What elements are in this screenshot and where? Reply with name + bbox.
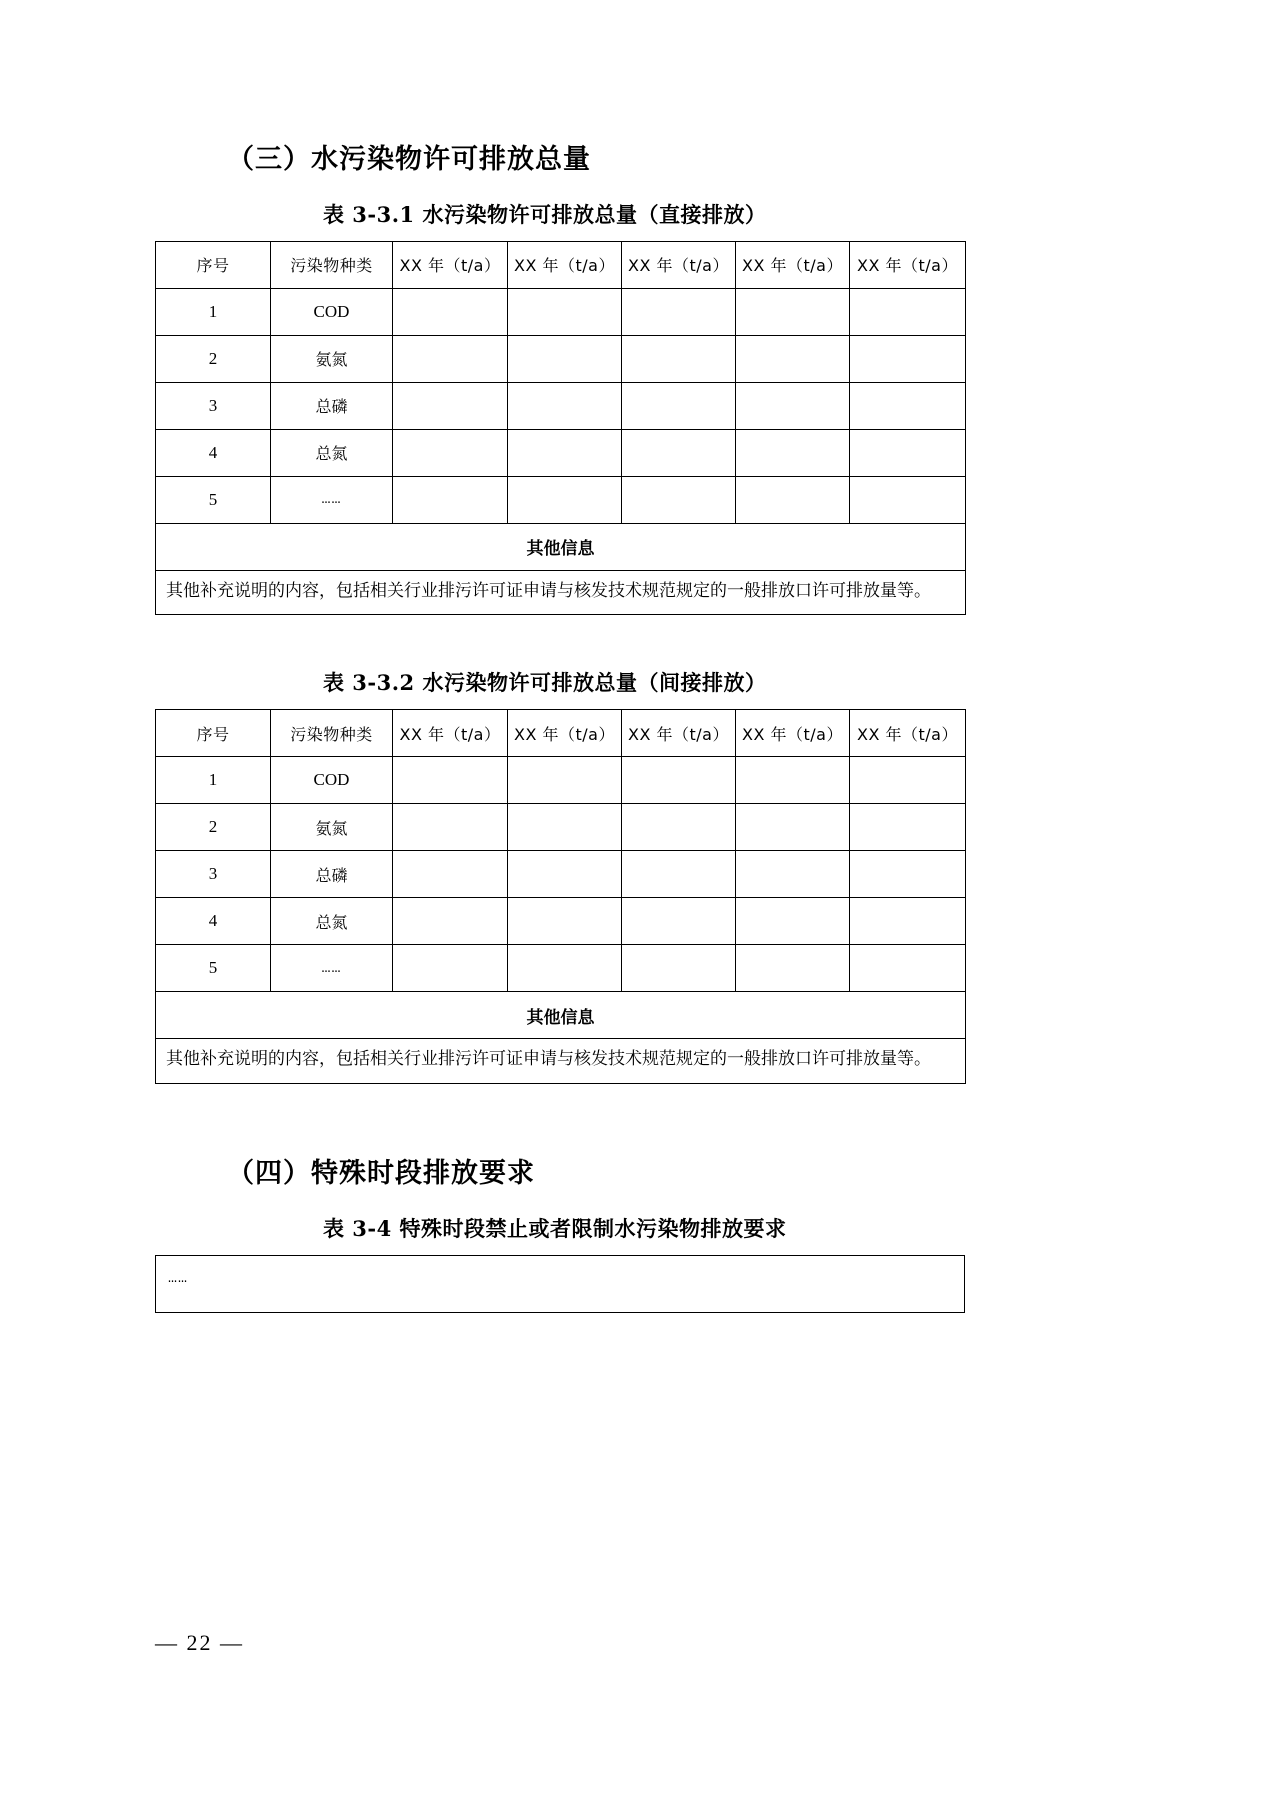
row-pollutant: 总氮 [271,898,393,945]
table-row [156,757,966,804]
row-value-4[interactable] [736,757,850,804]
col-header-year-5: XX 年（t/a） [850,710,966,757]
table-3-3-2 [155,709,966,1084]
row-value-1[interactable] [393,851,508,898]
row-value-1[interactable] [393,757,508,804]
col-header-year-1: XX 年（t/a） [393,241,508,288]
table-row [156,476,966,523]
other-info-header-row [156,992,966,1039]
row-value-3[interactable] [622,898,736,945]
row-value-5[interactable] [850,429,966,476]
row-value-3[interactable] [622,288,736,335]
row-pollutant: 总磷 [271,851,393,898]
row-value-4[interactable] [736,945,850,992]
table-row [156,335,966,382]
row-pollutant: …… [271,476,393,523]
other-info-body-row [156,570,966,615]
table-row [156,429,966,476]
row-pollutant: 氨氮 [271,804,393,851]
row-value-2[interactable] [508,382,622,429]
other-info-label: 其他信息 [156,523,966,570]
col-header-no: 序号 [156,710,271,757]
row-no: 2 [156,335,271,382]
section-heading-special-period: （四）特殊时段排放要求 [227,1158,535,1189]
row-no: 5 [156,476,271,523]
row-value-2[interactable] [508,945,622,992]
col-header-year-4: XX 年（t/a） [736,241,850,288]
row-value-5[interactable] [850,757,966,804]
row-pollutant: 总磷 [271,382,393,429]
table-row [156,898,966,945]
row-value-4[interactable] [736,429,850,476]
table-row [156,804,966,851]
row-value-4[interactable] [736,851,850,898]
row-value-5[interactable] [850,335,966,382]
row-value-3[interactable] [622,945,736,992]
row-pollutant: …… [271,945,393,992]
row-value-4[interactable] [736,476,850,523]
col-header-year-2: XX 年（t/a） [508,241,622,288]
row-no: 5 [156,945,271,992]
row-value-1[interactable] [393,804,508,851]
row-value-3[interactable] [622,335,736,382]
section-heading-water-total-allowance: （三）水污染物许可排放总量 [227,144,591,175]
row-value-1[interactable] [393,335,508,382]
row-value-1[interactable] [393,945,508,992]
table-3-3-1 [155,241,966,616]
row-value-3[interactable] [622,382,736,429]
row-no: 1 [156,757,271,804]
row-value-2[interactable] [508,476,622,523]
row-value-2[interactable] [508,429,622,476]
row-value-2[interactable] [508,851,622,898]
row-no: 3 [156,851,271,898]
row-value-5[interactable] [850,382,966,429]
row-value-4[interactable] [736,288,850,335]
col-header-year-2: XX 年（t/a） [508,710,622,757]
table-row [156,382,966,429]
col-header-year-3: XX 年（t/a） [622,710,736,757]
row-value-5[interactable] [850,945,966,992]
row-value-4[interactable] [736,335,850,382]
other-info-text: 其他补充说明的内容，包括相关行业排污许可证申请与核发技术规范规定的一般排放口许可排放量等。 [156,570,966,615]
col-header-year-4: XX 年（t/a） [736,710,850,757]
other-info-body-row [156,1039,966,1084]
row-value-5[interactable] [850,288,966,335]
page-number: — 22 — [155,1630,244,1655]
row-value-1[interactable] [393,429,508,476]
row-value-4[interactable] [736,804,850,851]
row-no: 3 [156,382,271,429]
table-caption-3-4: 表 3-4 特殊时段禁止或者限制水污染物排放要求 [323,1215,787,1241]
row-value-5[interactable] [850,851,966,898]
row-value-3[interactable] [622,476,736,523]
table-row [156,288,966,335]
row-value-1[interactable] [393,382,508,429]
table-caption-3-3-1: 表 3-3.1 水污染物许可排放总量（直接排放） [323,201,767,227]
row-pollutant: 总氮 [271,429,393,476]
row-value-5[interactable] [850,804,966,851]
row-no: 4 [156,898,271,945]
col-header-year-5: XX 年（t/a） [850,241,966,288]
row-value-1[interactable] [393,476,508,523]
col-header-pollutant: 污染物种类 [271,241,393,288]
row-value-3[interactable] [622,429,736,476]
spacer [155,615,965,649]
row-value-4[interactable] [736,382,850,429]
col-header-pollutant: 污染物种类 [271,710,393,757]
row-value-3[interactable] [622,804,736,851]
row-pollutant: COD [271,757,393,804]
row-no: 1 [156,288,271,335]
col-header-no: 序号 [156,241,271,288]
row-value-2[interactable] [508,757,622,804]
row-value-2[interactable] [508,804,622,851]
row-value-5[interactable] [850,898,966,945]
row-value-3[interactable] [622,757,736,804]
table-row [156,851,966,898]
table-header-row [156,241,966,288]
row-value-1[interactable] [393,898,508,945]
other-info-header-row [156,523,966,570]
row-value-2[interactable] [508,335,622,382]
row-pollutant: 氨氮 [271,335,393,382]
row-value-2[interactable] [508,898,622,945]
other-info-text: 其他补充说明的内容，包括相关行业排污许可证申请与核发技术规范规定的一般排放口许可排放量等。 [156,1039,966,1084]
row-no: 2 [156,804,271,851]
spacer [155,1084,965,1154]
table-3-4-body[interactable]: …… [155,1255,965,1313]
table-caption-3-3-2: 表 3-3.2 水污染物许可排放总量（间接排放） [323,670,767,696]
col-header-year-3: XX 年（t/a） [622,241,736,288]
row-pollutant: COD [271,288,393,335]
row-value-4[interactable] [736,898,850,945]
row-value-1[interactable] [393,288,508,335]
row-no: 4 [156,429,271,476]
page-content [155,140,965,1313]
col-header-year-1: XX 年（t/a） [393,710,508,757]
row-value-3[interactable] [622,851,736,898]
other-info-label: 其他信息 [156,992,966,1039]
row-value-2[interactable] [508,288,622,335]
table-row [156,945,966,992]
table-header-row [156,710,966,757]
row-value-5[interactable] [850,476,966,523]
